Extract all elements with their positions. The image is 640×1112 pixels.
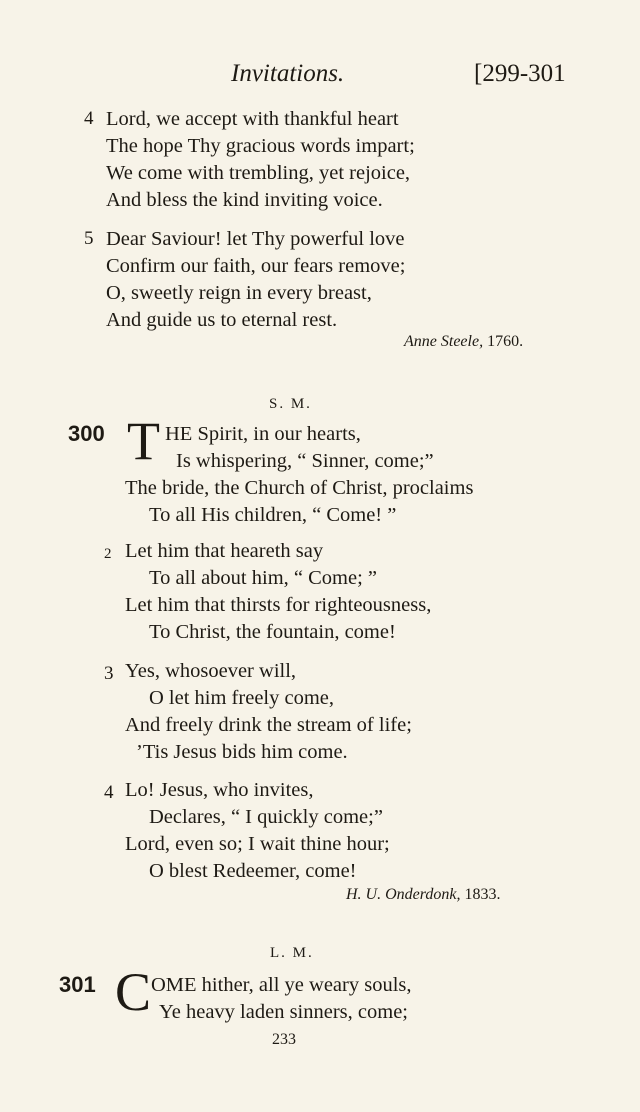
- verse-line: O blest Redeemer, come!: [149, 860, 357, 882]
- drop-cap: T: [127, 411, 160, 471]
- author-name: H. U. Onderdonk,: [346, 886, 461, 903]
- stanza-number: 4: [84, 108, 94, 129]
- verse-line: Let him that thirsts for righteousness,: [125, 594, 432, 616]
- verse-line: Lo! Jesus, who invites,: [125, 779, 314, 801]
- verse-line: Dear Saviour! let Thy powerful love: [106, 228, 405, 250]
- page-number: 233: [272, 1031, 296, 1048]
- attribution: [346, 886, 501, 904]
- verse-line: OME hither, all ye weary souls,: [151, 974, 412, 996]
- attribution: [404, 333, 523, 351]
- hymn-number: 301: [59, 972, 96, 997]
- verse-line: To all His children, “ Come! ”: [149, 504, 397, 526]
- verse-line: Let him that heareth say: [125, 540, 324, 562]
- verse-line: Is whispering, “ Sinner, come;”: [176, 450, 434, 472]
- meter-label: L. M.: [270, 945, 314, 961]
- verse-line: To Christ, the fountain, come!: [149, 621, 396, 643]
- verse-line: O, sweetly reign in every breast,: [106, 282, 372, 304]
- stanza-number: 5: [84, 228, 94, 249]
- verse-line: Yes, whosoever will,: [125, 660, 297, 682]
- stanza-number: 4: [104, 782, 114, 803]
- verse-line: To all about him, “ Come; ”: [149, 567, 378, 589]
- drop-cap: C: [115, 962, 152, 1022]
- hymn-number: 300: [68, 421, 105, 446]
- verse-line: ’Tis Jesus bids him come.: [136, 741, 348, 763]
- meter-label: S. M.: [269, 396, 312, 412]
- verse-line: HE Spirit, in our hearts,: [165, 423, 361, 445]
- year: 1760.: [487, 333, 524, 350]
- stanza-number: 3: [104, 663, 114, 684]
- verse-line: And bless the kind inviting voice.: [106, 189, 383, 211]
- verse-line: Declares, “ I quickly come;”: [149, 806, 383, 828]
- year: 1833.: [464, 886, 501, 903]
- verse-line: Confirm our faith, our fears remove;: [106, 255, 406, 277]
- verse-line: We come with trembling, yet rejoice,: [106, 162, 411, 184]
- verse-line: Lord, we accept with thankful heart: [106, 108, 399, 130]
- verse-line: Lord, even so; I wait thine hour;: [125, 833, 390, 855]
- verse-line: And freely drink the stream of life;: [125, 714, 412, 736]
- verse-line: The bride, the Church of Christ, proclaims: [125, 477, 474, 499]
- stanza-number: 2: [104, 546, 112, 562]
- verse-line: And guide us to eternal rest.: [106, 309, 338, 331]
- hymn-range: [299-301: [474, 60, 566, 87]
- verse-line: Ye heavy laden sinners, come;: [159, 1001, 408, 1023]
- verse-line: O let him freely come,: [149, 687, 335, 709]
- verse-line: The hope Thy gracious words impart;: [106, 135, 415, 157]
- author-name: Anne Steele,: [404, 333, 484, 350]
- running-title: Invitations.: [231, 60, 345, 87]
